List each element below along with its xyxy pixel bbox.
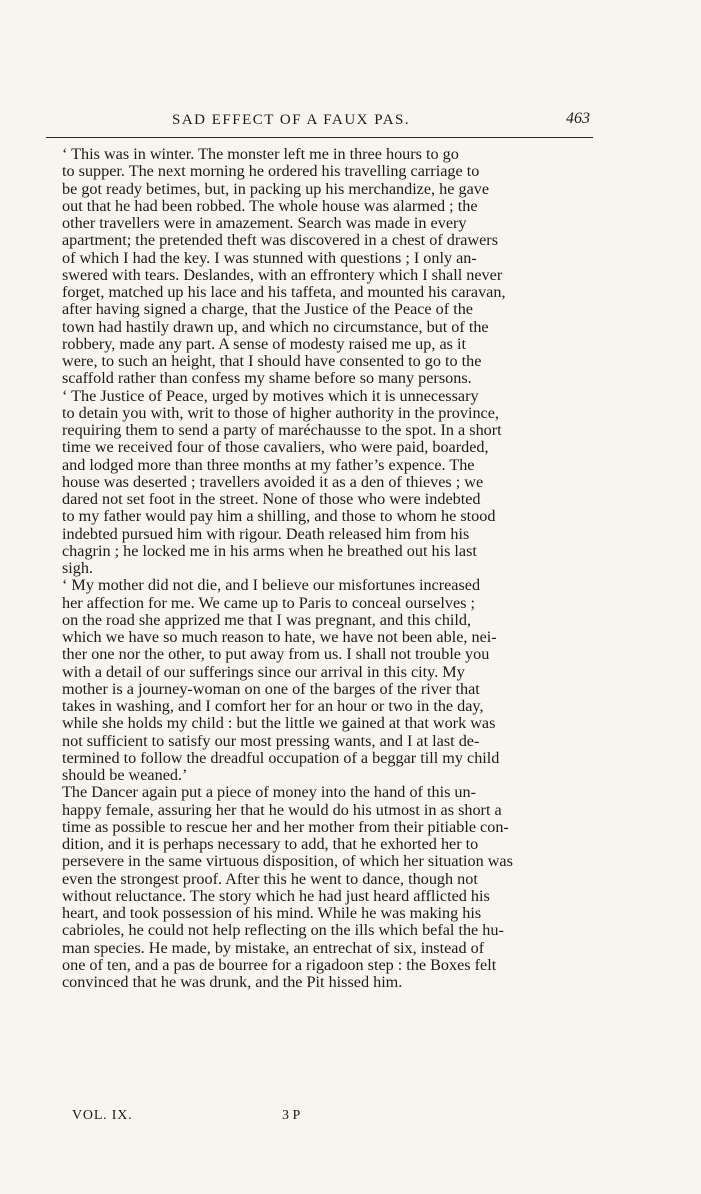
text-line: town had hastily drawn up, and which no circumstance, but of the xyxy=(62,317,489,336)
text-line: ‘ This was in winter. The monster left me in three hours to go xyxy=(62,145,459,163)
text-line: persevere in the same virtuous disposition, of which her situation was xyxy=(62,852,513,871)
text-line: requiring them to send a party of maréchausse to the spot. In a short xyxy=(62,421,502,439)
text-line: ‘ The Justice of Peace, urged by motives which it is unnecessary xyxy=(62,386,479,405)
paragraph xyxy=(52,784,590,991)
page-number: 463 xyxy=(566,110,590,127)
text-line: man species. He made, by mistake, an entrechat of six, instead of xyxy=(62,938,485,957)
text-line: should be weaned.’ xyxy=(62,766,188,784)
text-line: not sufficient to satisfy our most pressing wants, and I at last de- xyxy=(62,731,480,750)
text-line: termined to follow the dreadful occupation of a beggar till my child xyxy=(62,748,500,767)
text-line: even the strongest proof. After this he went to dance, though not xyxy=(62,869,478,888)
text-line: out that he had been robbed. The whole house was alarmed ; the xyxy=(62,196,478,215)
body-text xyxy=(52,146,590,991)
running-title: SAD EFFECT OF A FAUX PAS. xyxy=(172,112,411,128)
text-line: other travellers were in amazement. Search was made in every xyxy=(62,214,467,232)
text-line: cabrioles, he could not help reflecting on the ills which befal the hu- xyxy=(62,921,504,940)
text-line: ‘ My mother did not die, and I believe our misfortunes increased xyxy=(62,576,481,595)
text-line: swered with tears. Deslandes, with an effrontery which I shall never xyxy=(62,265,503,284)
text-line: on the road she apprized me that I was pregnant, and this child, xyxy=(62,610,472,629)
page-footer xyxy=(72,1108,352,1130)
text-line: house was deserted ; travellers avoided it as a den of thieves ; we xyxy=(62,472,484,491)
text-line: her affection for me. We came up to Paris to conceal ourselves ; xyxy=(62,593,475,612)
text-line: without reluctance. The story which he had just heard afflicted his xyxy=(62,886,490,905)
text-line: happy female, assuring her that he would do his utmost in as short a xyxy=(62,800,502,819)
text-line: after having signed a charge, that the Justice of the Peace of the xyxy=(62,300,473,319)
text-line: convinced that he was drunk, and the Pit hissed him. xyxy=(62,973,403,991)
text-line: with a detail of our sufferings since our arrival in this city. My xyxy=(62,662,465,681)
text-line: while she holds my child : but the little we gained at that work was xyxy=(62,714,496,733)
running-head xyxy=(52,108,590,138)
text-line: dared not set foot in the street. None of those who were indebted xyxy=(62,490,481,508)
text-line: dition, and it is perhaps necessary to add, that he exhorted her to xyxy=(62,835,479,853)
volume-label: VOL. IX. xyxy=(72,1108,133,1123)
text-line: heart, and took possession of his mind. While he was making his xyxy=(62,904,482,922)
text-line: chagrin ; he locked me in his arms when he breathed out his last xyxy=(62,541,477,560)
text-line: forget, matched up his lace and his taffeta, and mounted his caravan, xyxy=(62,283,506,301)
text-line: mother is a journey-woman on one of the barges of the river that xyxy=(62,679,480,698)
text-line: were, to such an height, that I should have consented to go to the xyxy=(62,352,482,370)
paragraph xyxy=(52,577,590,784)
text-line: sigh. xyxy=(62,559,94,577)
text-line: scaffold rather than confess my shame before so many persons. xyxy=(62,369,472,388)
text-line: ther one nor the other, to put away from us. I shall not trouble you xyxy=(62,645,490,664)
header-rule xyxy=(46,137,593,138)
text-line: robbery, made any part. A sense of modesty raised me up, as it xyxy=(62,334,466,353)
text-line: time we received four of those cavaliers, who were paid, boarded, xyxy=(62,438,489,457)
text-line: indebted pursued him with rigour. Death released him from his xyxy=(62,524,470,543)
text-line: The Dancer again put a piece of money into the hand of this un- xyxy=(62,783,476,802)
text-line: to my father would pay him a shilling, and those to whom he stood xyxy=(62,507,496,526)
text-line: of which I had the key. I was stunned with questions ; I only an- xyxy=(62,248,477,267)
signature-mark: 3 P xyxy=(282,1108,301,1123)
text-line: and lodged more than three months at my father’s expence. The xyxy=(62,455,475,474)
text-line: to detain you with, writ to those of higher authority in the province, xyxy=(62,403,499,422)
paragraph xyxy=(52,388,590,578)
text-line: time as possible to rescue her and her mother from their pitiable con- xyxy=(62,817,509,836)
text-line: which we have so much reason to hate, we have not been able, nei- xyxy=(62,628,497,646)
text-line: apartment; the pretended theft was discovered in a chest of drawers xyxy=(62,231,498,250)
text-line: be got ready betimes, but, in packing up his merchandize, he gave xyxy=(62,179,490,198)
text-line: one of ten, and a pas de bourree for a rigadoon step : the Boxes felt xyxy=(62,955,497,974)
text-line: takes in washing, and I comfort her for an hour or two in the day, xyxy=(62,697,484,715)
text-line: to supper. The next morning he ordered his travelling carriage to xyxy=(62,162,480,181)
paragraph xyxy=(52,146,590,388)
